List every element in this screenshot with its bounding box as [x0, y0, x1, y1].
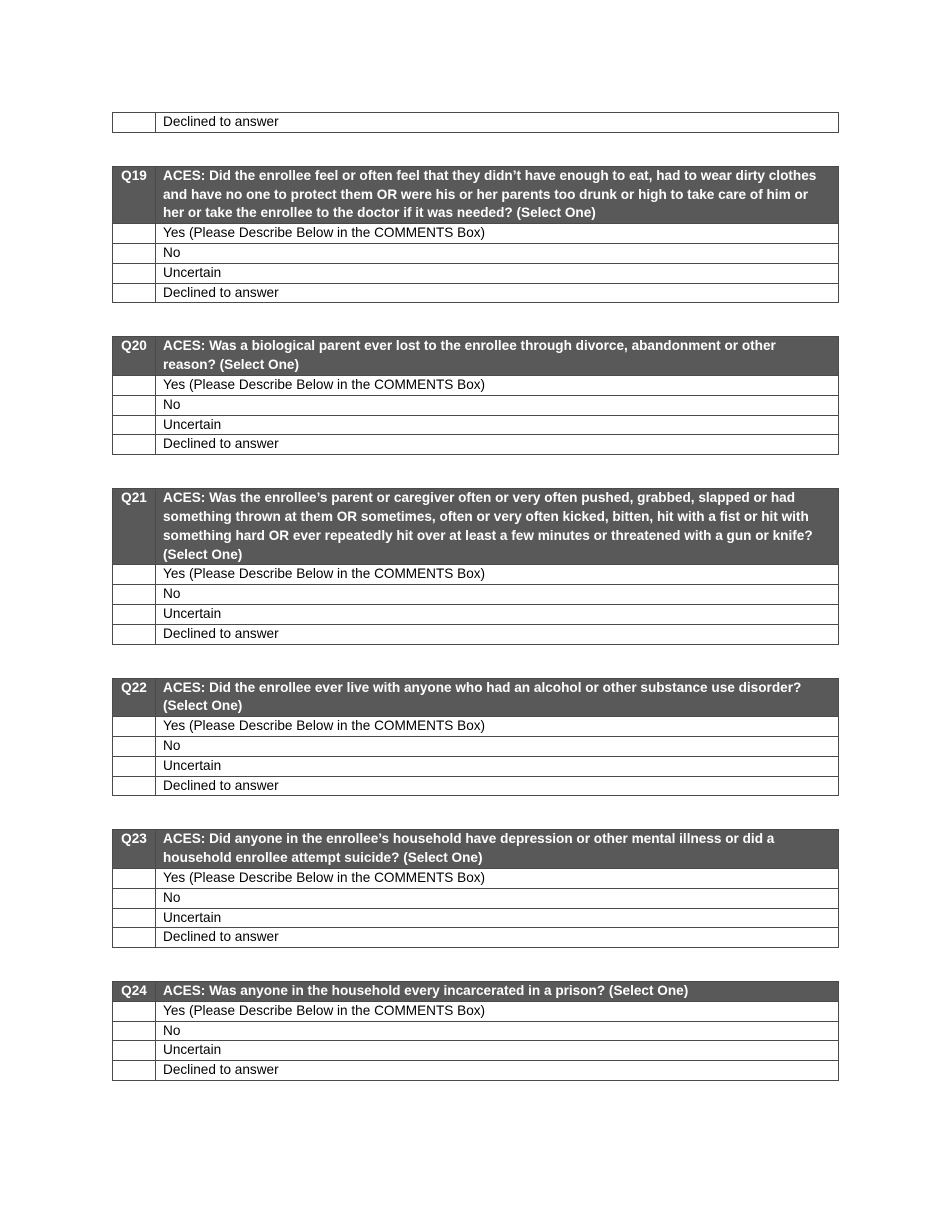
- option-label: Declined to answer: [156, 283, 839, 303]
- questionnaire-page: [112, 112, 838, 1081]
- question-header: [113, 489, 839, 565]
- option-checkbox-cell[interactable]: [113, 395, 156, 415]
- question-number: Q24: [113, 982, 156, 1002]
- question-text: ACES: Was anyone in the household every incarcerated in a prison? (Select One): [156, 982, 839, 1002]
- option-checkbox-cell[interactable]: [113, 224, 156, 244]
- question-text: ACES: Did anyone in the enrollee’s household have depression or other mental illness or did a household enrollee attempt suicide? (Select One): [156, 830, 839, 869]
- option-row[interactable]: [113, 113, 839, 133]
- q18-tail-table: [112, 112, 839, 133]
- question-text: ACES: Was the enrollee’s parent or caregiver often or very often pushed, grabbed, slapped or had something thrown at them OR sometimes, often or very often kicked, bitten, hit with a fist or hit with something hard OR ever repeatedly hit over at least a few minutes or threatened with a gun or knife? (Select One): [156, 489, 839, 565]
- option-checkbox-cell[interactable]: [113, 585, 156, 605]
- option-checkbox-cell[interactable]: [113, 624, 156, 644]
- option-label: Declined to answer: [156, 113, 839, 133]
- question-table-q21: [112, 488, 839, 644]
- option-label: No: [156, 243, 839, 263]
- option-checkbox-cell[interactable]: [113, 565, 156, 585]
- option-checkbox-cell[interactable]: [113, 1001, 156, 1021]
- question-number: Q21: [113, 489, 156, 565]
- question-number: Q22: [113, 678, 156, 717]
- option-row[interactable]: [113, 283, 839, 303]
- option-checkbox-cell[interactable]: [113, 736, 156, 756]
- option-row[interactable]: [113, 243, 839, 263]
- option-label: No: [156, 585, 839, 605]
- option-row[interactable]: [113, 717, 839, 737]
- option-checkbox-cell[interactable]: [113, 908, 156, 928]
- option-row[interactable]: [113, 585, 839, 605]
- option-row[interactable]: [113, 1001, 839, 1021]
- option-row[interactable]: [113, 868, 839, 888]
- option-checkbox-cell[interactable]: [113, 415, 156, 435]
- option-row[interactable]: [113, 888, 839, 908]
- option-checkbox-cell[interactable]: [113, 375, 156, 395]
- option-row[interactable]: [113, 375, 839, 395]
- question-table-q23: [112, 829, 839, 948]
- option-label: No: [156, 736, 839, 756]
- option-label: No: [156, 1021, 839, 1041]
- option-label: Uncertain: [156, 604, 839, 624]
- option-label: No: [156, 395, 839, 415]
- option-checkbox-cell[interactable]: [113, 113, 156, 133]
- question-header: [113, 830, 839, 869]
- option-row[interactable]: [113, 224, 839, 244]
- option-row[interactable]: [113, 756, 839, 776]
- option-row[interactable]: [113, 565, 839, 585]
- question-number: Q20: [113, 337, 156, 376]
- option-checkbox-cell[interactable]: [113, 717, 156, 737]
- option-label: Declined to answer: [156, 928, 839, 948]
- option-row[interactable]: [113, 1021, 839, 1041]
- option-label: Yes (Please Describe Below in the COMMENTS Box): [156, 565, 839, 585]
- question-header: [113, 678, 839, 717]
- option-row[interactable]: [113, 415, 839, 435]
- option-checkbox-cell[interactable]: [113, 1061, 156, 1081]
- option-row[interactable]: [113, 624, 839, 644]
- question-header: [113, 337, 839, 376]
- option-label: Yes (Please Describe Below in the COMMENTS Box): [156, 717, 839, 737]
- option-label: Uncertain: [156, 1041, 839, 1061]
- option-label: Declined to answer: [156, 435, 839, 455]
- option-row[interactable]: [113, 263, 839, 283]
- option-row[interactable]: [113, 435, 839, 455]
- option-row[interactable]: [113, 604, 839, 624]
- question-text: ACES: Did the enrollee feel or often feel that they didn’t have enough to eat, had to wear dirty clothes and have no one to protect them OR were his or her parents too drunk or high to take care of him or her or take the enrollee to the doctor if it was needed? (Select One): [156, 166, 839, 223]
- question-table-q22: [112, 678, 839, 797]
- option-label: Declined to answer: [156, 1061, 839, 1081]
- question-text: ACES: Was a biological parent ever lost to the enrollee through divorce, abandonment or other reason? (Select One): [156, 337, 839, 376]
- option-label: No: [156, 888, 839, 908]
- option-label: Uncertain: [156, 908, 839, 928]
- option-row[interactable]: [113, 1041, 839, 1061]
- option-label: Declined to answer: [156, 624, 839, 644]
- option-row[interactable]: [113, 736, 839, 756]
- option-checkbox-cell[interactable]: [113, 435, 156, 455]
- option-row[interactable]: [113, 1061, 839, 1081]
- option-label: Uncertain: [156, 263, 839, 283]
- option-row[interactable]: [113, 908, 839, 928]
- option-label: Yes (Please Describe Below in the COMMENTS Box): [156, 1001, 839, 1021]
- option-checkbox-cell[interactable]: [113, 868, 156, 888]
- option-label: Yes (Please Describe Below in the COMMENTS Box): [156, 224, 839, 244]
- option-checkbox-cell[interactable]: [113, 1041, 156, 1061]
- option-label: Yes (Please Describe Below in the COMMENTS Box): [156, 868, 839, 888]
- option-checkbox-cell[interactable]: [113, 243, 156, 263]
- option-row[interactable]: [113, 395, 839, 415]
- question-table-q20: [112, 336, 839, 455]
- question-number: Q19: [113, 166, 156, 223]
- question-header: [113, 166, 839, 223]
- option-checkbox-cell[interactable]: [113, 928, 156, 948]
- option-checkbox-cell[interactable]: [113, 604, 156, 624]
- option-checkbox-cell[interactable]: [113, 283, 156, 303]
- option-checkbox-cell[interactable]: [113, 263, 156, 283]
- option-label: Uncertain: [156, 415, 839, 435]
- option-checkbox-cell[interactable]: [113, 1021, 156, 1041]
- option-row[interactable]: [113, 776, 839, 796]
- option-checkbox-cell[interactable]: [113, 888, 156, 908]
- question-table-q24: [112, 981, 839, 1081]
- option-row[interactable]: [113, 928, 839, 948]
- question-number: Q23: [113, 830, 156, 869]
- question-text: ACES: Did the enrollee ever live with anyone who had an alcohol or other substance use disorder? (Select One): [156, 678, 839, 717]
- option-label: Uncertain: [156, 756, 839, 776]
- question-header: [113, 982, 839, 1002]
- question-table-q19: [112, 166, 839, 304]
- option-label: Declined to answer: [156, 776, 839, 796]
- option-label: Yes (Please Describe Below in the COMMENTS Box): [156, 375, 839, 395]
- option-checkbox-cell[interactable]: [113, 756, 156, 776]
- option-checkbox-cell[interactable]: [113, 776, 156, 796]
